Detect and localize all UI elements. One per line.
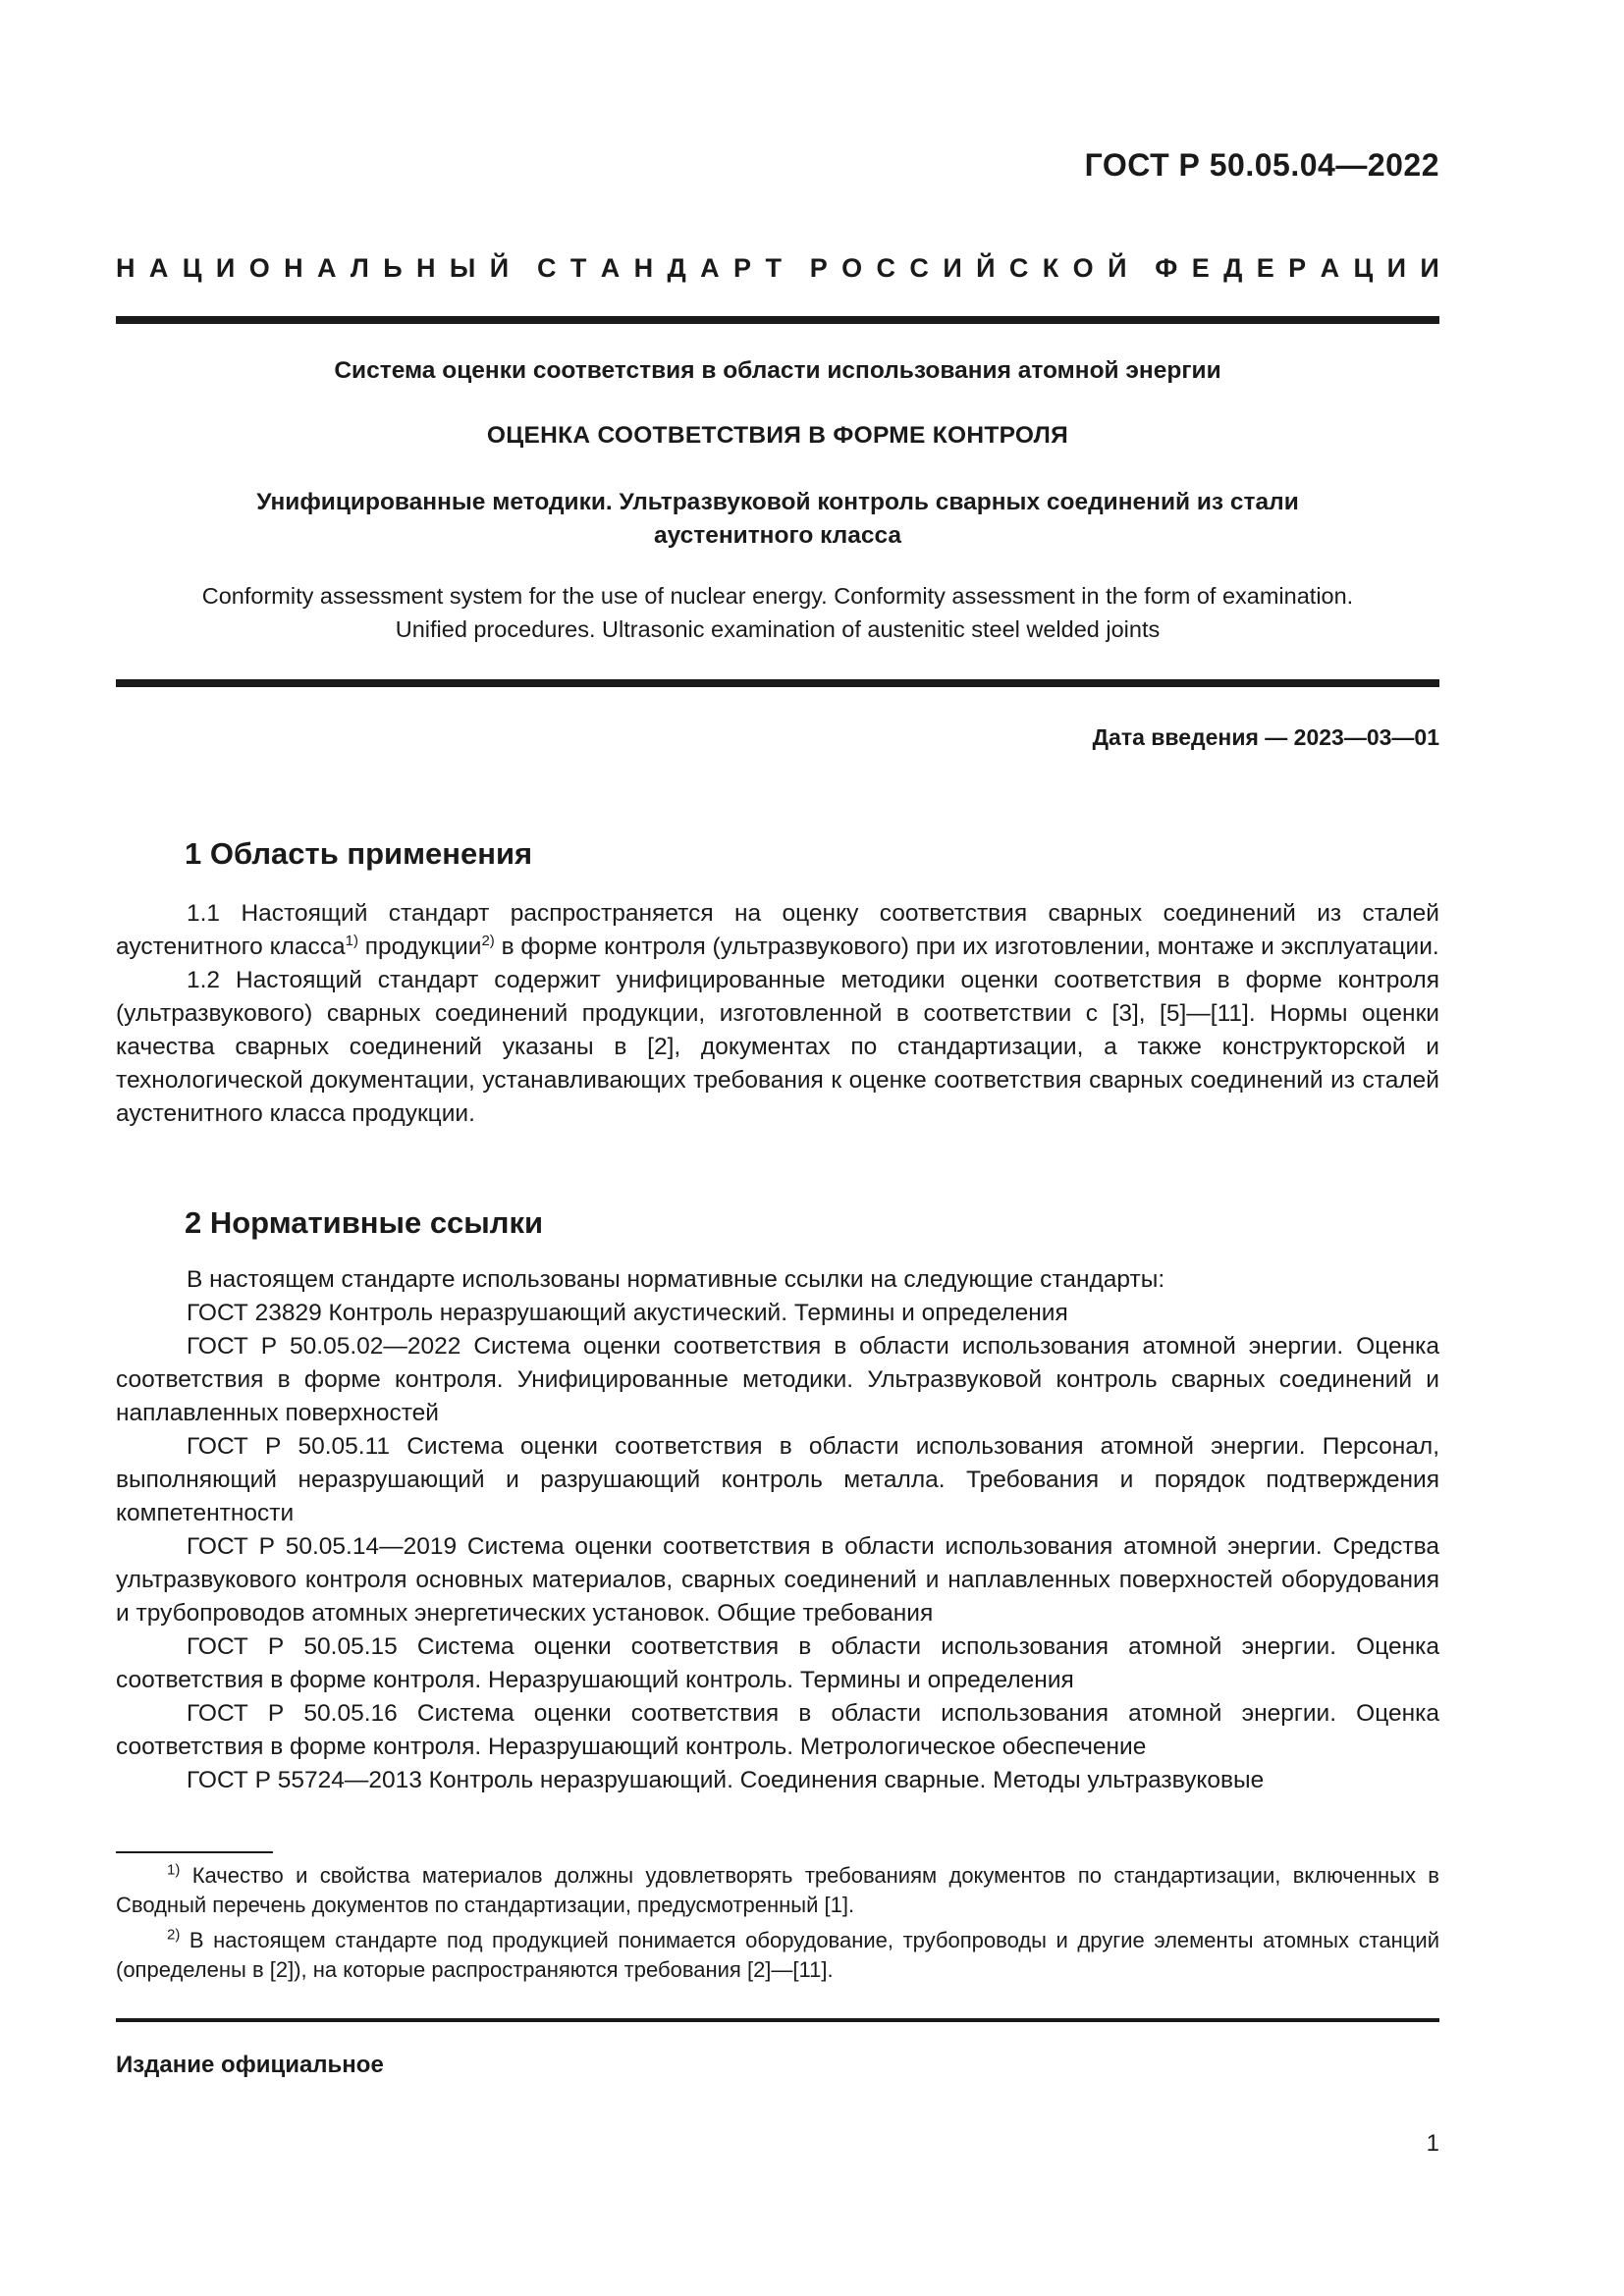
banner-letter: Л — [350, 253, 369, 283]
banner-letter: Н — [416, 253, 436, 283]
reference-paragraph: ГОСТ Р 50.05.16 Система оценки соответствия в области использования атомной энергии. Оценка соответствия в форме контроля. Неразрушающий контроль. Метрологическое обеспечение — [116, 1700, 1439, 1760]
reference-paragraph: ГОСТ 23829 Контроль неразрушающий акустический. Термины и определения — [187, 1300, 1068, 1326]
banner-letter: И — [215, 253, 236, 283]
title-divider — [116, 679, 1439, 687]
reference-paragraph: ГОСТ Р 50.05.02—2022 Система оценки соответствия в области использования атомной энергии. Оценка соответствия в форме контроля. Унифицированные методики. Ультразвуковой контроль сварных соединений и наплавленных поверхностей — [116, 1333, 1439, 1426]
section-2-heading: 2 Нормативные ссылки — [185, 1205, 544, 1240]
banner-letter: Е — [1191, 253, 1210, 283]
banner-letter: Ь — [383, 253, 403, 283]
top-divider — [116, 316, 1439, 324]
footnote-ref-1: 1) — [345, 932, 358, 949]
banner-letter: Ф — [1155, 253, 1178, 283]
reference-paragraph: ГОСТ Р 50.05.14—2019 Система оценки соответствия в области использования атомной энергии. Средства ультразвукового контроля основных материалов, сварных соединений и наплавленных поверхностей оборудования и трубопроводов атомных энергетических установок. Общие требования — [116, 1533, 1439, 1627]
document-number: ГОСТ Р 50.05.04—2022 — [1084, 147, 1439, 183]
banner-letter: А — [148, 253, 169, 283]
banner-letter: С — [876, 253, 896, 283]
footnotes — [116, 1861, 1439, 1991]
banner-letter: А — [1320, 253, 1340, 283]
banner-letter: Д — [1223, 253, 1243, 283]
reference-paragraph: В настоящем стандарте использованы нормативные ссылки на следующие стандарты: — [187, 1266, 1165, 1293]
page-number: 1 — [1426, 2130, 1439, 2157]
national-standard-banner — [116, 253, 1439, 284]
footnote-ref-2: 2) — [481, 932, 495, 949]
section-1-paragraph-2: 1.2 Настоящий стандарт содержит унифицированные методики оценки соответствия в форме контроля (ультразвукового) сварных соединений продукции, изготовленной в соответствии с [3], [5]—[11]. Нормы оценки качества сварных соединений указаны в [2], документах по стандартизации, а также конструкторской и технологической документации, устанавливающих требования к оценке соответствия сварных соединений из сталей аустенитного класса продукции. — [116, 967, 1439, 1127]
banner-letter: Р — [1288, 253, 1307, 283]
english-title-line-2: Unified procedures. Ultrasonic examination of austenitic steel welded joints — [395, 616, 1161, 642]
system-title: Система оценки соответствия в области использования атомной энергии — [334, 357, 1221, 384]
banner-letter: Н — [633, 253, 654, 283]
footnote-1: $^{1)}$ Качество и свойства материалов должны удовлетворять требованиям документов по стандартизации, включенных в Сводный перечень документов по стандартизации, предусмотренный [1]. — [116, 1861, 1439, 1917]
official-edition-label: Издание официальное — [116, 2052, 384, 2078]
subtitle — [116, 486, 1439, 553]
banner-letter: И — [943, 253, 962, 283]
banner-letter: О — [248, 253, 270, 283]
banner-letter: Ц — [1353, 253, 1374, 283]
banner-letter: Д — [667, 253, 686, 283]
english-title — [116, 579, 1439, 646]
banner-letter: Н — [116, 253, 135, 283]
introduction-date: Дата введения — 2023—03—01 — [1092, 724, 1439, 750]
main-title: ОЦЕНКА СООТВЕТСТВИЯ В ФОРМЕ КОНТРОЛЯ — [486, 422, 1069, 449]
banner-letter: Р — [809, 253, 828, 283]
banner-letter: К — [1042, 253, 1059, 283]
banner-letter: О — [1072, 253, 1094, 283]
section-1-body — [116, 897, 1439, 1131]
banner-letter: И — [1420, 253, 1439, 283]
reference-paragraph: ГОСТ Р 55724—2013 Контроль неразрушающий. Соединения сварные. Методы ультразвуковые — [187, 1767, 1265, 1793]
banner-letter: Й — [1108, 253, 1127, 283]
banner-letter: И — [1386, 253, 1406, 283]
reference-paragraph: ГОСТ Р 50.05.11 Система оценки соответствия в области использования атомной энергии. Персонал, выполняющий неразрушающий и разрушающий контроль металла. Требования и порядок подтверждения компетентности — [116, 1433, 1439, 1526]
banner-letter: А — [700, 253, 720, 283]
footer-divider — [116, 2018, 1439, 2022]
subtitle-line-1: Унифицированные методики. Ультразвуковой контроль сварных соединений из стали — [256, 489, 1299, 515]
banner-letter: А — [600, 253, 621, 283]
banner-letter: Р — [733, 253, 752, 283]
banner-letter: О — [841, 253, 863, 283]
footnote-separator — [116, 1851, 273, 1853]
english-title-line-1: Conformity assessment system for the use of nuclear energy. Conformity assessment in the form of examination. — [201, 583, 1354, 609]
banner-letter: Ц — [182, 253, 202, 283]
banner-letter: Е — [1256, 253, 1274, 283]
banner-letter: С — [1008, 253, 1029, 283]
banner-letter: А — [317, 253, 337, 283]
section-1-paragraph-1: 1.1 Настоящий стандарт распространяется на оценку соответствия сварных соединений из сталей аустенитного класса$^{1)}$ продукции$^{2)}$ в форме контроля (ультразвукового) при их изготовлении, монтаже и эксплуатации. — [116, 900, 1439, 960]
banner-letter: С — [536, 253, 557, 283]
footnote-2: $^{2)}$ В настоящем стандарте под продукцией понимается оборудование, трубопроводы и другие элементы атомных станций (определены в [2]), на которые распространяются требования [2]—[11]. — [116, 1926, 1439, 1982]
banner-letter: Й — [489, 253, 510, 283]
banner-letter: Ы — [449, 253, 476, 283]
section-1-heading: 1 Область применения — [185, 836, 533, 871]
banner-letter: С — [909, 253, 929, 283]
banner-letter: Й — [976, 253, 996, 283]
banner-letter: Н — [284, 253, 303, 283]
banner-letter: Т — [765, 253, 782, 283]
subtitle-line-2: аустенитного класса — [653, 522, 902, 549]
reference-paragraph: ГОСТ Р 50.05.15 Система оценки соответствия в области использования атомной энергии. Оценка соответствия в форме контроля. Неразрушающий контроль. Термины и определения — [116, 1633, 1439, 1693]
section-2-body — [116, 1263, 1439, 1797]
banner-letter: Т — [569, 253, 587, 283]
